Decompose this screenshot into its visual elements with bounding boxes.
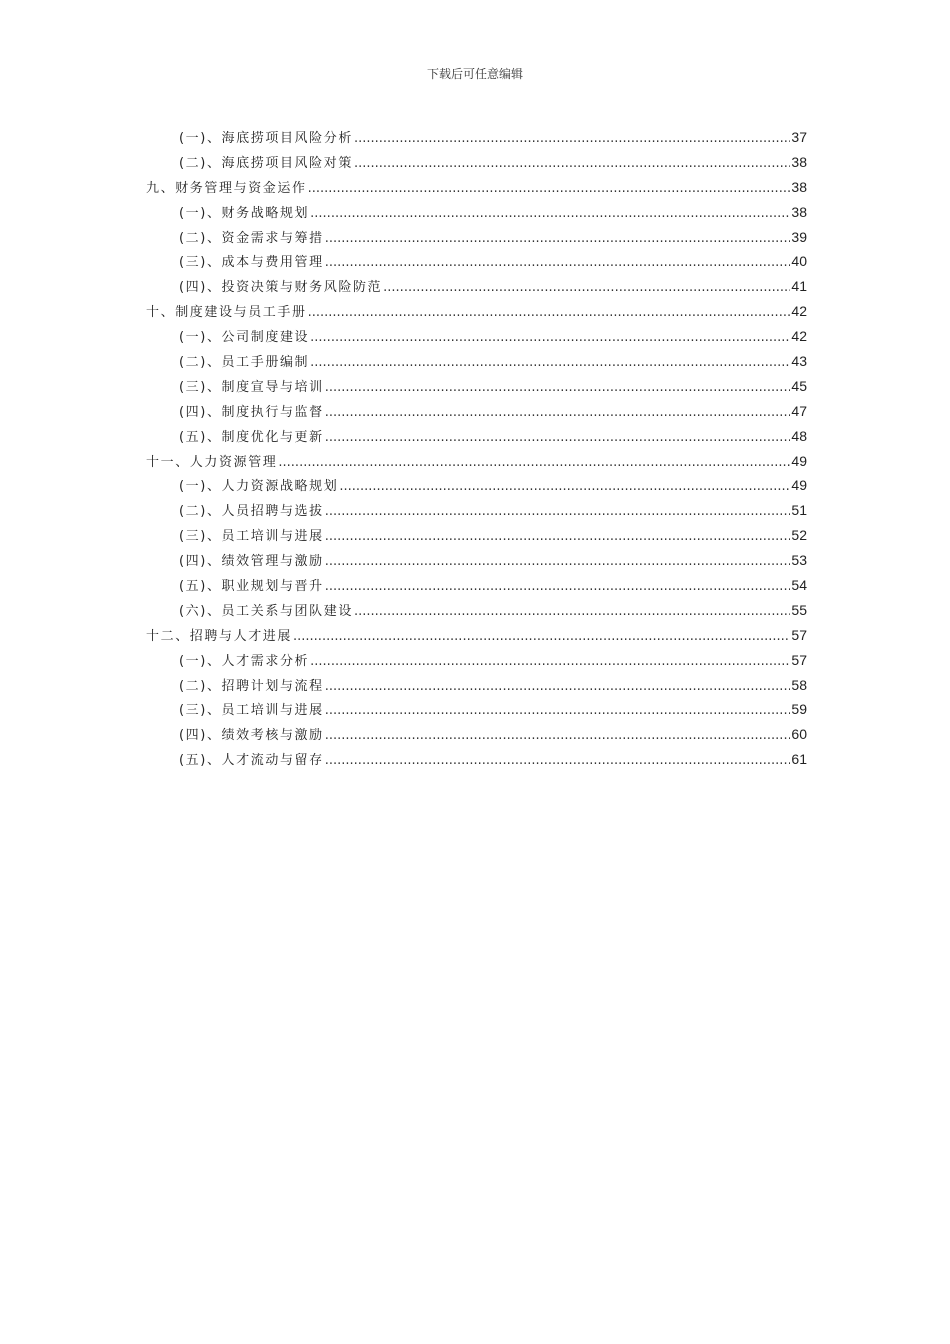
toc-entry[interactable] bbox=[146, 150, 807, 175]
toc-entry-title: (四)、绩效管理与激励 bbox=[179, 554, 324, 570]
toc-entry-page: 45 bbox=[791, 377, 807, 394]
toc-entry[interactable] bbox=[146, 523, 807, 548]
toc-entry-title: (一)、人才需求分析 bbox=[179, 653, 310, 669]
toc-entry-page: 52 bbox=[791, 527, 807, 544]
toc-dot-leader bbox=[325, 575, 791, 600]
table-of-contents bbox=[146, 125, 807, 772]
toc-entry-title: (二)、资金需求与筹措 bbox=[179, 230, 324, 246]
toc-entry[interactable] bbox=[146, 598, 807, 623]
toc-dot-leader bbox=[278, 451, 790, 476]
toc-dot-leader bbox=[325, 675, 791, 700]
toc-dot-leader bbox=[325, 724, 791, 749]
toc-entry-page: 41 bbox=[791, 278, 807, 295]
toc-entry-title: (二)、人员招聘与选拔 bbox=[179, 504, 324, 520]
toc-dot-leader bbox=[293, 625, 790, 650]
toc-entry-page: 38 bbox=[791, 178, 807, 195]
toc-entry[interactable] bbox=[146, 498, 807, 523]
toc-entry-title: 十一、人力资源管理 bbox=[146, 454, 278, 470]
toc-dot-leader bbox=[325, 749, 791, 774]
toc-entry[interactable] bbox=[146, 225, 807, 250]
toc-dot-leader bbox=[325, 376, 791, 401]
toc-entry[interactable] bbox=[146, 249, 807, 274]
toc-entry[interactable] bbox=[146, 374, 807, 399]
toc-entry-title: (六)、员工关系与团队建设 bbox=[179, 603, 353, 619]
toc-entry-page: 53 bbox=[791, 552, 807, 569]
toc-entry-title: (一)、人力资源战略规划 bbox=[179, 479, 339, 495]
toc-entry-title: 九、财务管理与资金运作 bbox=[146, 180, 307, 196]
toc-entry[interactable] bbox=[146, 548, 807, 573]
toc-entry-title: (一)、财务战略规划 bbox=[179, 205, 310, 221]
toc-entry-title: (二)、员工手册编制 bbox=[179, 355, 310, 371]
toc-dot-leader bbox=[354, 152, 790, 177]
toc-entry[interactable] bbox=[146, 722, 807, 747]
toc-dot-leader bbox=[339, 475, 790, 500]
toc-entry-page: 60 bbox=[791, 726, 807, 743]
toc-entry[interactable] bbox=[146, 200, 807, 225]
toc-entry-page: 49 bbox=[791, 452, 807, 469]
toc-entry-page: 42 bbox=[791, 328, 807, 345]
toc-entry-title: (五)、职业规划与晋升 bbox=[179, 579, 324, 595]
toc-chapter-entry[interactable] bbox=[146, 623, 807, 648]
toc-entry-page: 61 bbox=[791, 751, 807, 768]
toc-entry[interactable] bbox=[146, 697, 807, 722]
toc-entry-title: (四)、投资决策与财务风险防范 bbox=[179, 280, 383, 296]
toc-entry[interactable] bbox=[146, 673, 807, 698]
toc-dot-leader bbox=[354, 600, 790, 625]
toc-entry-title: (五)、制度优化与更新 bbox=[179, 429, 324, 445]
toc-entry-title: (一)、海底捞项目风险分析 bbox=[179, 131, 353, 146]
toc-entry[interactable] bbox=[146, 573, 807, 598]
toc-entry-title: 十二、招聘与人才进展 bbox=[146, 628, 293, 644]
toc-chapter-entry[interactable] bbox=[146, 175, 807, 200]
toc-entry-page: 38 bbox=[791, 153, 807, 170]
toc-entry-page: 40 bbox=[791, 253, 807, 270]
toc-entry-title: (四)、绩效考核与激励 bbox=[179, 728, 324, 744]
page-header: 下载后可任意编辑 bbox=[426, 67, 523, 81]
toc-dot-leader bbox=[325, 550, 791, 575]
toc-dot-leader bbox=[383, 276, 790, 301]
toc-entry-page: 54 bbox=[791, 577, 807, 594]
toc-dot-leader bbox=[325, 500, 791, 525]
toc-entry-title: (一)、公司制度建设 bbox=[179, 330, 310, 346]
toc-entry[interactable] bbox=[146, 399, 807, 424]
toc-entry-page: 58 bbox=[791, 676, 807, 693]
toc-entry-page: 59 bbox=[791, 701, 807, 718]
toc-entry-page: 47 bbox=[791, 402, 807, 419]
toc-entry-title: (三)、员工培训与进展 bbox=[179, 703, 324, 719]
toc-entry-page: 38 bbox=[791, 203, 807, 220]
toc-dot-leader bbox=[325, 426, 791, 451]
toc-dot-leader bbox=[325, 525, 791, 550]
toc-entry[interactable] bbox=[146, 747, 807, 772]
toc-chapter-entry[interactable] bbox=[146, 299, 807, 324]
toc-entry-title: (三)、制度宣导与培训 bbox=[179, 379, 324, 395]
toc-entry-title: (三)、成本与费用管理 bbox=[179, 255, 324, 271]
toc-dot-leader bbox=[310, 351, 790, 376]
toc-entry[interactable] bbox=[146, 648, 807, 673]
toc-entry-page: 55 bbox=[791, 601, 807, 618]
toc-dot-leader bbox=[310, 202, 790, 227]
toc-entry-title: 十、制度建设与员工手册 bbox=[146, 305, 307, 321]
toc-entry-page: 37 bbox=[791, 129, 807, 145]
toc-dot-leader bbox=[325, 401, 791, 426]
toc-entry[interactable] bbox=[146, 125, 807, 150]
toc-chapter-entry[interactable] bbox=[146, 449, 807, 474]
toc-dot-leader bbox=[325, 227, 791, 252]
toc-dot-leader bbox=[325, 699, 791, 724]
toc-entry-page: 57 bbox=[791, 651, 807, 668]
toc-dot-leader bbox=[310, 650, 790, 675]
toc-dot-leader bbox=[354, 127, 790, 152]
toc-entry-page: 43 bbox=[791, 353, 807, 370]
toc-dot-leader bbox=[310, 326, 790, 351]
toc-entry-page: 48 bbox=[791, 427, 807, 444]
toc-entry-title: (二)、海底捞项目风险对策 bbox=[179, 155, 353, 171]
toc-entry-page: 51 bbox=[791, 502, 807, 519]
toc-dot-leader bbox=[325, 251, 791, 276]
toc-entry[interactable] bbox=[146, 424, 807, 449]
toc-entry[interactable] bbox=[146, 324, 807, 349]
toc-entry-title: (五)、人才流动与留存 bbox=[179, 753, 324, 769]
toc-entry[interactable] bbox=[146, 349, 807, 374]
toc-entry-page: 42 bbox=[791, 303, 807, 320]
toc-entry-title: (四)、制度执行与监督 bbox=[179, 404, 324, 420]
toc-dot-leader bbox=[308, 301, 791, 326]
toc-entry-title: (二)、招聘计划与流程 bbox=[179, 678, 324, 694]
toc-entry[interactable] bbox=[146, 473, 807, 498]
toc-entry[interactable] bbox=[146, 274, 807, 299]
toc-entry-page: 49 bbox=[791, 477, 807, 494]
toc-dot-leader bbox=[308, 177, 791, 202]
toc-entry-title: (三)、员工培训与进展 bbox=[179, 529, 324, 545]
toc-entry-page: 57 bbox=[791, 626, 807, 643]
toc-entry-page: 39 bbox=[791, 228, 807, 245]
